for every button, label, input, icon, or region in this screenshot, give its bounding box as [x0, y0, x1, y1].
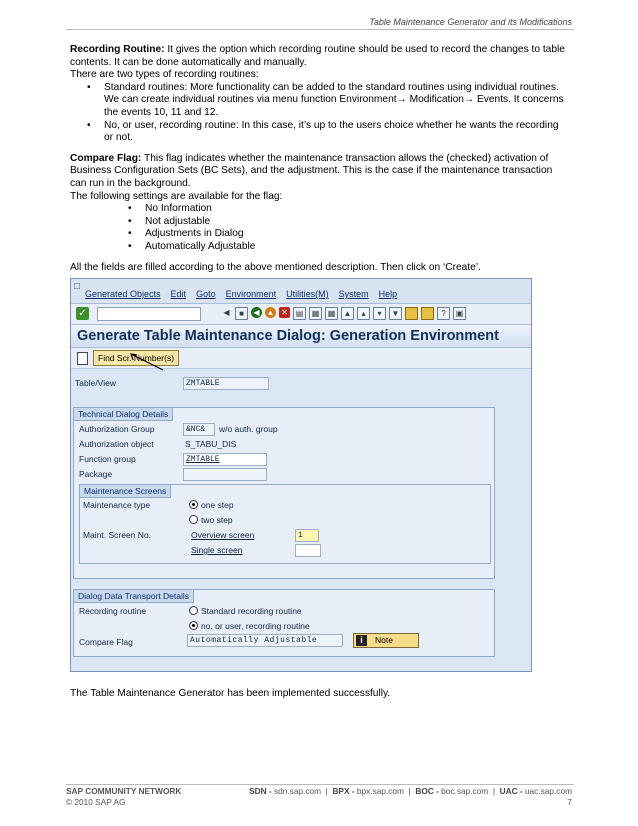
sap-standard-toolbar — [71, 304, 531, 325]
function-group-label: Function group — [79, 454, 136, 464]
package-label: Package — [79, 469, 113, 479]
bpx-link[interactable]: bpx.sap.com — [354, 786, 404, 796]
menu-edit[interactable]: Edit — [170, 289, 187, 299]
auth-object-value: S_TABU_DIS — [185, 439, 237, 449]
auth-group-label: Authorization Group — [79, 424, 155, 434]
recording-routine-heading: Recording Routine: — [70, 44, 165, 55]
cancel-icon[interactable]: ✕ — [279, 307, 290, 318]
compare-bullets — [70, 203, 570, 253]
menu-utilities[interactable]: Utilities(M) — [286, 289, 329, 299]
uac-link[interactable]: uac.sap.com — [522, 786, 572, 796]
single-screen-link[interactable]: Single screen — [191, 545, 243, 555]
one-step-radio[interactable] — [189, 500, 234, 510]
list-item: • No Information — [145, 203, 570, 216]
list-item: • Standard routines: More functionality can be added to the standard routines using individual routines. We can create individual routines via menu function Environment→ Modification→ Events. It concerns the events 10, 11 and 12. — [104, 82, 570, 120]
cursor-arrow-icon — [129, 352, 167, 372]
table-view-label: Table/View — [75, 378, 116, 388]
two-step-radio[interactable] — [189, 515, 233, 525]
sdn-label: SDN - — [249, 786, 272, 796]
page-number: 7 — [567, 797, 572, 807]
find-screen-numbers-button[interactable]: Find Scr. Number(s) — [93, 350, 179, 366]
sap-menu — [85, 289, 397, 299]
no-routine-radio[interactable] — [189, 621, 310, 631]
header-rule — [66, 29, 574, 30]
back-icon[interactable]: ◀ — [251, 307, 262, 318]
footer-copyright: © 2010 SAP AG — [66, 797, 126, 807]
previous-page-icon[interactable]: ▴ — [357, 307, 370, 320]
menu-generated-objects[interactable]: Generated Objects — [85, 289, 161, 299]
sap-menubar — [71, 279, 531, 304]
bpx-label: BPX - — [332, 786, 355, 796]
note-label: Note — [375, 635, 393, 645]
single-screen-field[interactable] — [295, 544, 321, 557]
success-line: The Table Maintenance Generator has been implemented successfully. — [70, 688, 391, 699]
maintenance-screens-group — [79, 484, 491, 564]
note-button[interactable] — [353, 633, 419, 648]
standard-routine-label: Standard recording routine — [201, 606, 302, 616]
overview-screen-field[interactable]: 1 — [295, 529, 319, 542]
running-header: Table Maintenance Generator and its Modifications — [369, 17, 572, 27]
compare-flag-label: Compare Flag — [79, 637, 133, 647]
fields-filled-line: All the fields are filled according to the above mentioned description. Then click on ‘Create’. — [70, 261, 481, 273]
standard-routine-radio[interactable] — [189, 606, 302, 616]
menu-environment[interactable]: Environment — [225, 289, 277, 299]
auth-object-label: Authorization object — [79, 439, 154, 449]
compare-flag-field[interactable]: Automatically Adjustable — [187, 634, 343, 647]
find-icon[interactable]: ▦ — [309, 307, 322, 320]
sdn-link[interactable]: sdn.sap.com — [271, 786, 322, 796]
compare-flag-paragraph — [70, 153, 570, 191]
list-item: • No, or user, recording routine: In this case, it’s up to the users choice whether he wants the recording or not. — [104, 120, 570, 145]
boc-label: BOC - — [415, 786, 439, 796]
first-page-icon[interactable]: ▲ — [341, 307, 354, 320]
last-page-icon[interactable]: ▼ — [389, 307, 402, 320]
auth-group-description: w/o auth. group — [219, 424, 278, 434]
sap-screenshot — [70, 278, 532, 672]
shortcut-icon[interactable] — [421, 307, 434, 320]
new-session-icon[interactable] — [405, 307, 418, 320]
toolbar-icons — [221, 307, 466, 320]
recording-routine-label: Recording routine — [79, 606, 147, 616]
sap-window-icon[interactable]: □ — [74, 281, 81, 292]
footer-links: SDN - sdn.sap.com | BPX - bpx.sap.com | BOC - boc.sap.com | UAC - uac.sap.com — [249, 786, 572, 796]
one-step-label: one step — [201, 500, 234, 510]
no-routine-label: no, or user, recording routine — [201, 621, 310, 631]
two-step-label: two step — [201, 515, 233, 525]
maintenance-screens-title: Maintenance Screens — [79, 484, 171, 498]
menu-system[interactable]: System — [338, 289, 369, 299]
table-view-field[interactable]: ZMTABLE — [183, 377, 269, 390]
compare-settings-line: The following settings are available for the flag: — [70, 190, 283, 202]
arrow-left-icon[interactable]: ◀ — [223, 308, 230, 317]
technical-dialog-title: Technical Dialog Details — [73, 407, 173, 421]
save-icon[interactable]: ■ — [235, 307, 248, 320]
package-field[interactable] — [183, 468, 267, 481]
info-icon: i — [356, 635, 367, 646]
overview-screen-link[interactable]: Overview screen — [191, 530, 255, 540]
exit-icon[interactable]: ▲ — [266, 308, 275, 317]
recording-routine-text: It gives the option which recording routine should be used to record the changes to table contents. It can be done automatically and manually. — [70, 44, 565, 68]
boc-link[interactable]: boc.sap.com — [438, 786, 489, 796]
print-icon[interactable]: ▤ — [293, 307, 306, 320]
compare-flag-heading: Compare Flag: — [70, 152, 142, 164]
footer-rule — [66, 784, 574, 785]
list-item: • Automatically Adjustable — [145, 241, 570, 254]
document-body — [70, 44, 570, 274]
menu-goto[interactable]: Goto — [196, 289, 216, 299]
recording-bullets — [70, 82, 570, 145]
maintenance-type-label: Maintenance type — [83, 500, 151, 510]
sap-screen-title: Generate Table Maintenance Dialog: Generation Environment — [71, 325, 531, 348]
check-icon[interactable]: ✓ — [76, 307, 89, 320]
list-item: • Adjustments in Dialog — [145, 228, 570, 241]
menu-help[interactable]: Help — [378, 289, 398, 299]
recording-routine-paragraph — [70, 44, 570, 69]
transport-details-title: Dialog Data Transport Details — [73, 589, 194, 603]
command-field[interactable] — [97, 307, 201, 321]
uac-label: UAC - — [499, 786, 523, 796]
document-icon[interactable] — [77, 352, 88, 365]
radio-selected-icon — [189, 500, 198, 509]
compare-flag-text: This flag indicates whether the maintenance transaction allows the (checked) activation of Business Configuration Sets (BC Sets), and the adjustment. This is the case if the maintenance transaction can run in the background. — [70, 152, 553, 189]
radio-icon — [189, 606, 198, 615]
recording-types-line: There are two types of recording routines: — [70, 69, 259, 81]
footer-network: SAP COMMUNITY NETWORK — [66, 786, 182, 796]
screen-number-label: Maint. Screen No. — [83, 530, 152, 540]
auth-group-field[interactable]: &NC& — [183, 423, 215, 436]
layout-icon[interactable]: ▣ — [453, 307, 466, 320]
help-icon[interactable]: ? — [437, 307, 450, 320]
list-item: • Not adjustable — [145, 216, 570, 229]
next-page-icon[interactable]: ▾ — [373, 307, 386, 320]
function-group-field[interactable]: ZMTABLE — [183, 453, 267, 466]
radio-icon — [189, 515, 198, 524]
radio-selected-icon — [189, 621, 198, 630]
find-next-icon[interactable]: ▦ — [325, 307, 338, 320]
